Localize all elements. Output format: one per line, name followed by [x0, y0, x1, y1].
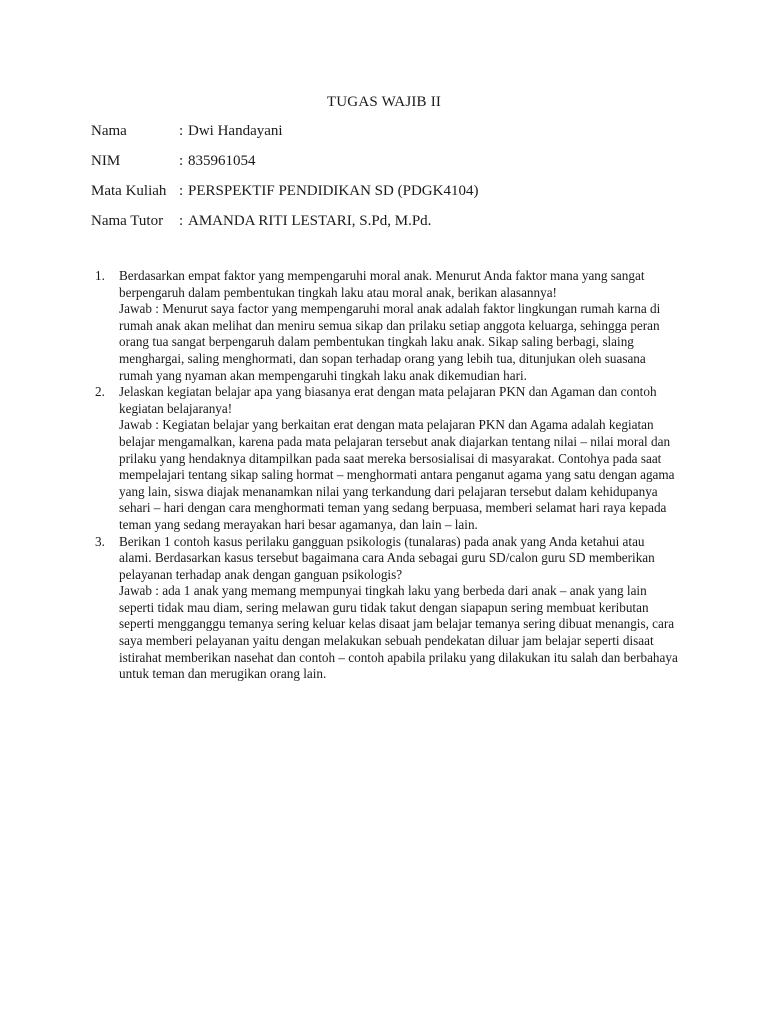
question-number: 3.	[95, 533, 105, 549]
question-body	[119, 268, 680, 384]
info-label: NIM	[91, 153, 121, 169]
info-value: 835961054	[188, 153, 256, 169]
answer-text: Jawab : Menurut saya factor yang mempengaruhi moral anak adalah faktor lingkungan rumah karna di rumah anak akan melihat dan meniru semua sikap dan prilaku setiap anggota keluarga, sehingga peran orang tua sangat berpengaruh dalam pembentukan tingkah laku anak. Sikap saling berbagi, slaing menghargai, saling menghormati, dan sopan terhadap orang yang lebih tua, ditunjukan oleh suasana rumah yang nyaman akan mempengaruhi tingkah laku anak dikemudian hari.	[119, 301, 661, 383]
question-number: 2.	[95, 384, 105, 400]
info-row-nama	[91, 122, 478, 152]
question-item	[95, 384, 680, 533]
info-label: Mata Kuliah	[91, 183, 167, 199]
question-item	[95, 534, 680, 683]
question-text: Jelaskan kegiatan belajar apa yang biasanya erat dengan mata pelajaran PKN dan Agaman dan contoh kegiatan belajaranya!	[119, 384, 657, 416]
info-value: Dwi Handayani	[188, 123, 283, 139]
info-value: AMANDA RITI LESTARI, S.Pd, M.Pd.	[188, 213, 432, 229]
answer-text: Jawab : Kegiatan belajar yang berkaitan erat dengan mata pelajaran PKN dan Agama adalah kegiatan belajar mengamalkan, karena pada mata pelajaran tersebut anak diajarkan tentang nilai – nilai moral dan prilaku yang hendaknya ditampilkan pada saat mereka bersosialisai di masyarakat. Contohya pada saat mempelajari tentang sikap saling hormat – menghormati antara penganut agama yang satu dengan agama yang lain, siswa diajak menanamkan nilai yang terkandung dari pelajaran tersebut dalam kehidupanya sehari – hari dengan cara menghormati teman yang sedang berpuasa, memberi selamat hari raya kepada teman yang sedang merayakan hari besar agamanya, dan lain – lain.	[119, 417, 675, 532]
info-row-nim	[91, 152, 478, 182]
student-info	[91, 122, 478, 242]
question-body	[119, 384, 680, 533]
info-value: PERSPEKTIF PENDIDIKAN SD (PDGK4104)	[188, 183, 479, 199]
question-text: Berikan 1 contoh kasus perilaku gangguan psikologis (tunalaras) pada anak yang Anda ketahui atau alami. Berdasarkan kasus tersebut bagaimana cara Anda sebagai guru SD/calon guru SD memberikan pelayanan terhadap anak dengan ganguan psikologis?	[119, 533, 655, 582]
question-item	[95, 268, 680, 384]
info-separator: :	[179, 123, 184, 139]
info-label: Nama	[91, 123, 127, 139]
question-number: 1.	[95, 268, 105, 283]
info-separator: :	[179, 153, 184, 169]
info-separator: :	[179, 213, 184, 229]
info-row-mata-kuliah	[91, 182, 478, 212]
info-separator: :	[179, 183, 184, 199]
info-label: Nama Tutor	[91, 213, 164, 229]
question-list	[95, 268, 680, 683]
info-row-nama-tutor	[91, 212, 478, 242]
answer-text: Jawab : ada 1 anak yang memang mempunyai tingkah laku yang berbeda dari anak – anak yang lain seperti tidak mau diam, sering melawan guru tidak takut dengan siapapun sering membuat keributan seperti mengganggu temanya sering keluar kelas disaat jam belajar temanya sering dibuat menangis, cara saya memberi pelayanan yaitu dengan melakukan sebuah pendekatan diluar jam belajar seperti disaat istirahat memberikan nasehat dan contoh – contoh apabila prilaku yang dilakukan itu salah dan berbahaya untuk teman dan merugikan orang lain.	[119, 583, 678, 682]
question-body	[119, 534, 680, 683]
document-title: TUGAS WAJIB II	[326, 94, 442, 110]
question-text: Berdasarkan empat faktor yang mempengaruhi moral anak. Menurut Anda faktor mana yang sangat berpengaruh dalam pembentukan tingkah laku atau moral anak, berikan alasannya!	[119, 268, 645, 300]
